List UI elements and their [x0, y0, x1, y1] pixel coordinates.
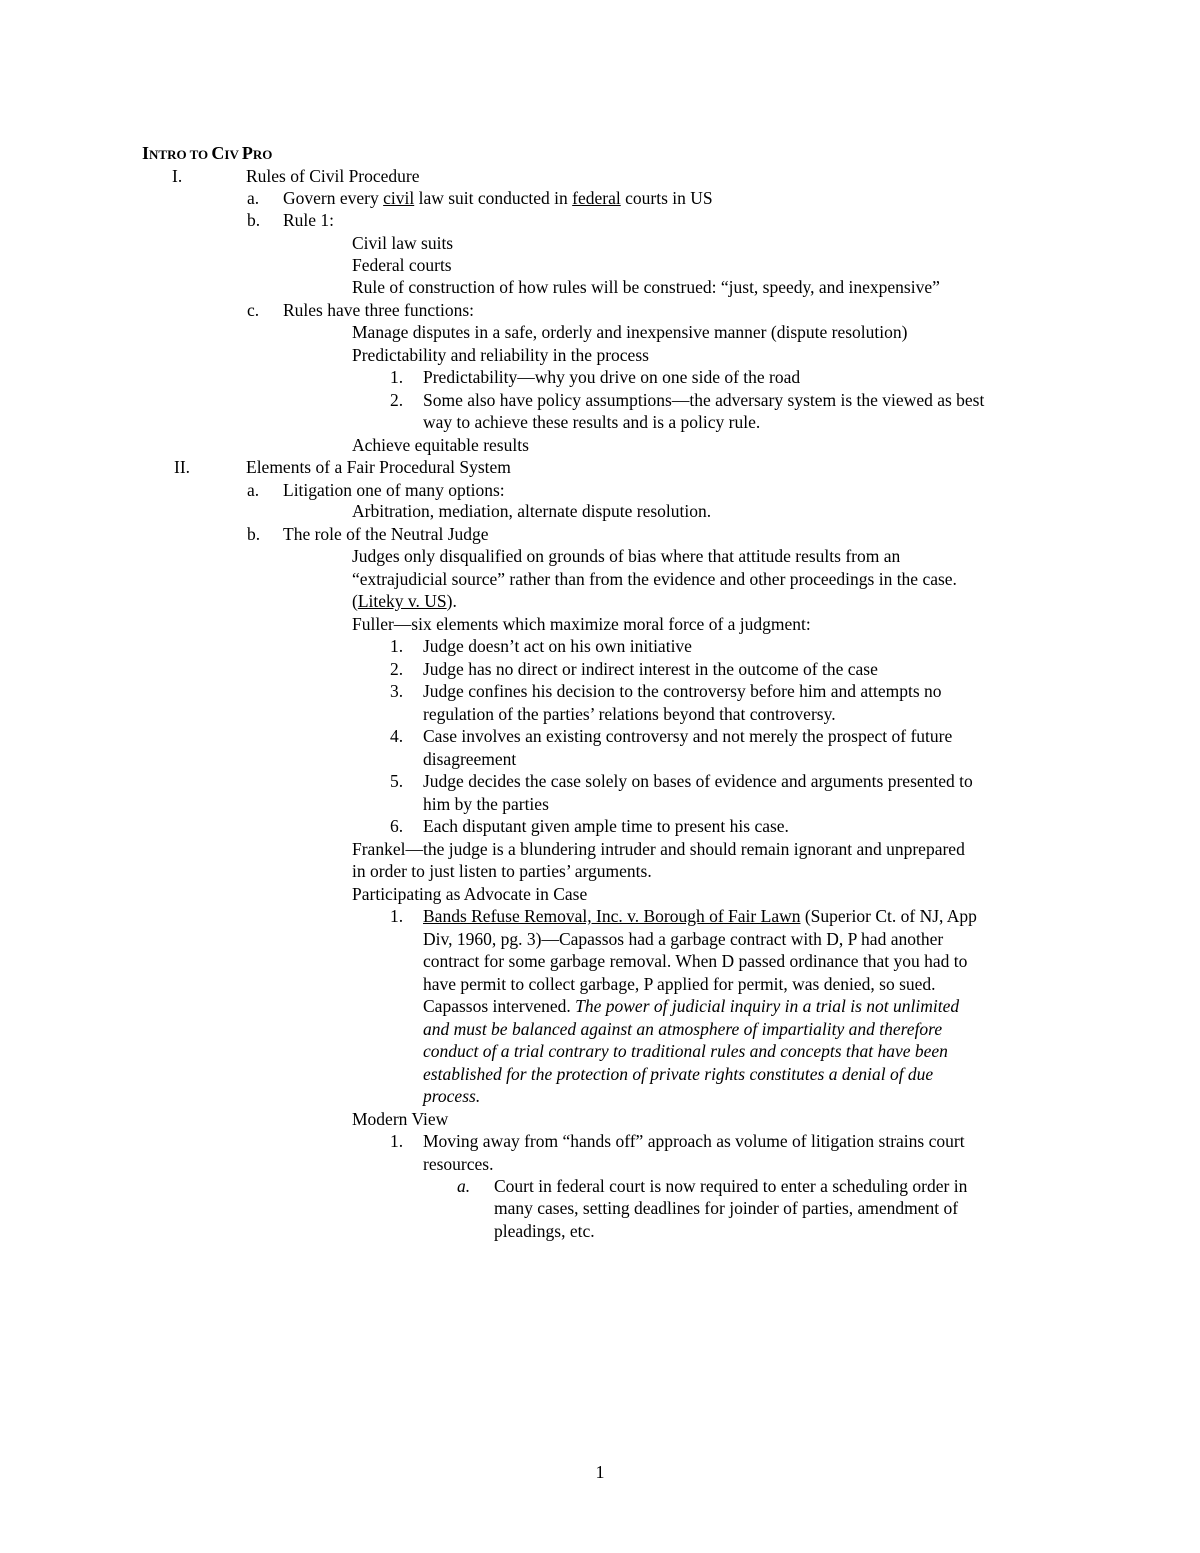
outline-marker: 5.	[390, 771, 404, 791]
outline-marker: II.	[174, 457, 191, 477]
outline-marker: 4.	[390, 726, 404, 746]
outline-text: Arbitration, mediation, alternate dispute resolution.	[352, 501, 712, 521]
outline-text: Achieve equitable results	[352, 435, 529, 455]
holding-text: and must be balanced against an atmosphere of impartiality and therefore	[423, 1019, 943, 1039]
outline-text: Govern every civil law suit conducted in federal courts in US	[283, 188, 713, 208]
underlined-text: federal	[572, 188, 621, 208]
outline-text: Elements of a Fair Procedural System	[246, 457, 511, 477]
outline-marker: 1.	[390, 906, 404, 926]
outline-text: in order to just listen to parties’ arguments.	[352, 861, 652, 881]
outline-text: Case involves an existing controversy and not merely the prospect of future	[423, 726, 953, 746]
holding-text: conduct of a trial contrary to traditional rules and concepts that have been	[423, 1041, 948, 1061]
outline-marker: 2.	[390, 390, 404, 410]
outline-text: way to achieve these results and is a policy rule.	[423, 412, 761, 432]
outline-marker: a.	[247, 188, 260, 208]
outline-text: Rules of Civil Procedure	[246, 166, 420, 186]
outline-text: Div, 1960, pg. 3)—Capassos had a garbage contract with D, P had another	[423, 929, 944, 949]
case-citation: Liteky v. US	[357, 591, 447, 611]
outline-text: Manage disputes in a safe, orderly and inexpensive manner (dispute resolution)	[352, 322, 908, 342]
outline-text: Judge doesn’t act on his own initiative	[423, 636, 692, 656]
outline-marker: a.	[247, 480, 260, 500]
outline-marker: b.	[247, 524, 261, 544]
outline-text: Moving away from “hands off” approach as volume of litigation strains court	[423, 1131, 965, 1151]
outline-text: Participating as Advocate in Case	[352, 884, 588, 904]
outline-text: disagreement	[423, 749, 517, 769]
outline-text: resources.	[423, 1154, 494, 1174]
holding-text: process.	[423, 1086, 481, 1106]
document-title: INTRO TO CIV PRO	[142, 143, 273, 163]
outline-text: Rule of construction of how rules will be construed: “just, speedy, and inexpensive”	[352, 277, 940, 297]
outline-marker: 3.	[390, 681, 404, 701]
outline-text: Capassos intervened. The power of judicial inquiry in a trial is not unlimited	[423, 996, 960, 1016]
outline-marker: a.	[457, 1176, 471, 1196]
outline-text: many cases, setting deadlines for joinder of parties, amendment of	[494, 1198, 959, 1218]
outline-text: (Liteky v. US).	[352, 591, 457, 611]
page-number: 1	[595, 1462, 605, 1482]
case-citation: Bands Refuse Removal, Inc. v. Borough of Fair Lawn	[423, 906, 801, 926]
outline-text: contract for some garbage removal. When D passed ordinance that you had to	[423, 951, 968, 971]
outline-marker: 1.	[390, 1131, 404, 1151]
outline-text: Some also have policy assumptions—the adversary system is the viewed as best	[423, 390, 985, 410]
outline-marker: 1.	[390, 636, 404, 656]
outline-text: “extrajudicial source” rather than from the evidence and other proceedings in the case.	[352, 569, 957, 589]
outline-text: Litigation one of many options:	[283, 480, 505, 500]
outline-marker: c.	[247, 300, 260, 320]
outline-text: him by the parties	[423, 794, 549, 814]
outline-marker: b.	[247, 210, 261, 230]
outline-text: Each disputant given ample time to present his case.	[423, 816, 789, 836]
outline-text: Rules have three functions:	[283, 300, 474, 320]
outline-text: pleadings, etc.	[494, 1221, 595, 1241]
underlined-text: civil	[383, 188, 415, 208]
outline-text: Frankel—the judge is a blundering intruder and should remain ignorant and unprepared	[352, 839, 965, 859]
outline-text: Court in federal court is now required to enter a scheduling order in	[494, 1176, 968, 1196]
holding-text: The power of judicial inquiry in a trial is not unlimited	[575, 996, 960, 1016]
outline-marker: 2.	[390, 659, 404, 679]
outline-text: Predictability and reliability in the process	[352, 345, 649, 365]
outline-text: Judges only disqualified on grounds of bias where that attitude results from an	[352, 546, 901, 566]
outline-text: Civil law suits	[352, 233, 454, 253]
outline-text: Judge decides the case solely on bases of evidence and arguments presented to	[423, 771, 973, 791]
outline-text: have permit to collect garbage, P applied for permit, was denied, so sued.	[423, 974, 936, 994]
outline-text: Federal courts	[352, 255, 452, 275]
outline-marker: 1.	[390, 367, 404, 387]
outline-text: The role of the Neutral Judge	[283, 524, 489, 544]
outline-text: Rule 1:	[283, 210, 335, 230]
outline-text: Fuller—six elements which maximize moral force of a judgment:	[352, 614, 811, 634]
outline-text: Predictability—why you drive on one side of the road	[423, 367, 801, 387]
outline-text: Modern View	[352, 1109, 449, 1129]
outline-marker: I.	[172, 166, 183, 186]
holding-text: established for the protection of private rights constitutes a denial of due	[423, 1064, 934, 1084]
outline-text: Judge confines his decision to the controversy before him and attempts no	[423, 681, 942, 701]
outline-text: Bands Refuse Removal, Inc. v. Borough of Fair Lawn (Superior Ct. of NJ, App	[423, 906, 977, 926]
outline-marker: 6.	[390, 816, 404, 836]
outline-text: regulation of the parties’ relations beyond that controversy.	[423, 704, 836, 724]
outline-text: Judge has no direct or indirect interest in the outcome of the case	[423, 659, 878, 679]
